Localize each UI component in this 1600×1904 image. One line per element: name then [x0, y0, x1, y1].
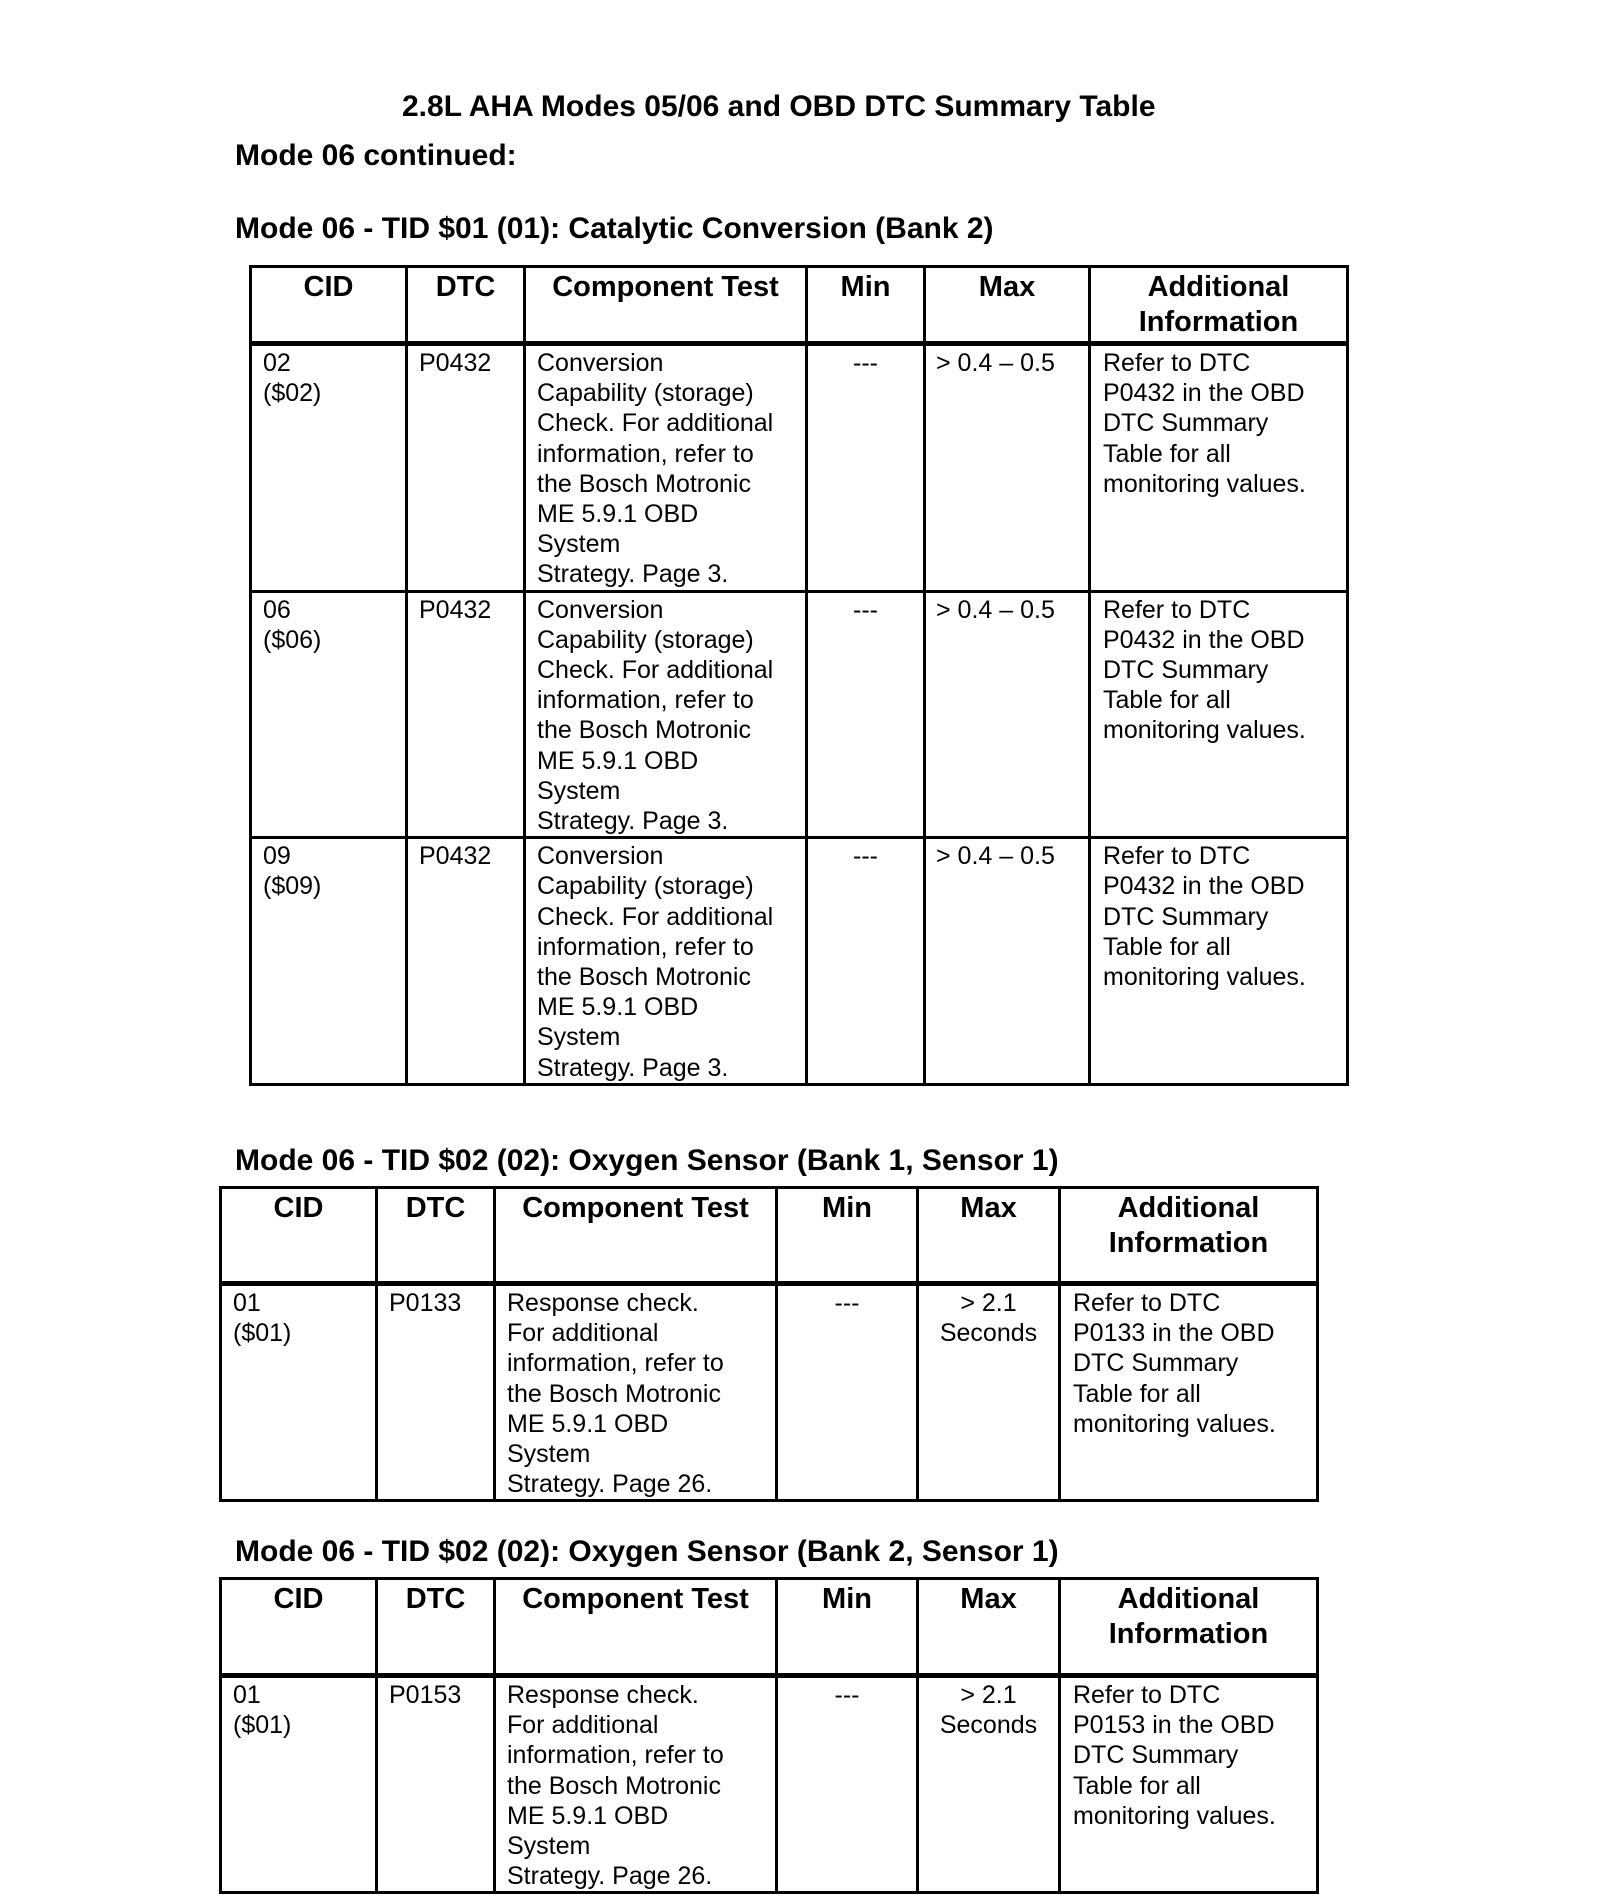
additional-info-cell: Refer to DTC P0153 in the OBD DTC Summary Table for all monitoring values.	[1060, 1676, 1318, 1893]
dtc-cell: P0432	[407, 838, 525, 1085]
page-title: 2.8L AHA Modes 05/06 and OBD DTC Summary Table	[402, 90, 1156, 123]
max-cell: > 2.1 Seconds	[918, 1676, 1060, 1893]
dtc-cell: P0133	[377, 1284, 495, 1501]
dtc-table-oxygen-bank1-sensor1	[219, 1186, 1319, 1502]
additional-info-cell: Refer to DTC P0432 in the OBD DTC Summary Table for all monitoring values.	[1090, 591, 1348, 838]
column-header: Component Test	[495, 1188, 777, 1284]
table-header-row	[251, 267, 1348, 344]
column-header: Min	[807, 267, 925, 344]
dtc-cell: P0432	[407, 344, 525, 592]
cid-cell: 02 ($02)	[251, 344, 407, 592]
max-cell: > 0.4 – 0.5	[925, 591, 1090, 838]
cid-cell: 01 ($01)	[221, 1284, 377, 1501]
column-header: Additional Information	[1090, 267, 1348, 344]
column-header: Additional Information	[1060, 1579, 1318, 1676]
column-header: CID	[221, 1188, 377, 1284]
column-header: Additional Information	[1060, 1188, 1318, 1284]
max-cell: > 0.4 – 0.5	[925, 838, 1090, 1085]
component-test-cell: Response check. For additional information, refer to the Bosch Motronic ME 5.9.1 OBD System Strategy. Page 26.	[495, 1676, 777, 1893]
column-header: Min	[777, 1188, 918, 1284]
column-header: Min	[777, 1579, 918, 1676]
min-cell: ---	[777, 1284, 918, 1501]
additional-info-cell: Refer to DTC P0133 in the OBD DTC Summary Table for all monitoring values.	[1060, 1284, 1318, 1501]
table-row	[251, 591, 1348, 838]
section-title: Mode 06 - TID $02 (02): Oxygen Sensor (Bank 1, Sensor 1)	[235, 1144, 1059, 1177]
component-test-cell: Conversion Capability (storage) Check. For additional information, refer to the Bosch Motronic ME 5.9.1 OBD System Strategy. Page 3.	[525, 838, 807, 1085]
dtc-table-catalytic-bank2	[249, 265, 1349, 1086]
min-cell: ---	[807, 838, 925, 1085]
column-header: CID	[251, 267, 407, 344]
column-header: CID	[221, 1579, 377, 1676]
section-title: Mode 06 - TID $02 (02): Oxygen Sensor (Bank 2, Sensor 1)	[235, 1535, 1059, 1568]
table-header-row	[221, 1579, 1318, 1676]
column-header: DTC	[407, 267, 525, 344]
dtc-cell: P0432	[407, 591, 525, 838]
min-cell: ---	[777, 1676, 918, 1893]
column-header: Max	[918, 1188, 1060, 1284]
table-header-row	[221, 1188, 1318, 1284]
column-header: DTC	[377, 1188, 495, 1284]
max-cell: > 0.4 – 0.5	[925, 344, 1090, 592]
cid-cell: 09 ($09)	[251, 838, 407, 1085]
section-title: Mode 06 - TID $01 (01): Catalytic Conversion (Bank 2)	[235, 212, 994, 245]
component-test-cell: Response check. For additional information, refer to the Bosch Motronic ME 5.9.1 OBD System Strategy. Page 26.	[495, 1284, 777, 1501]
dtc-table-oxygen-bank2-sensor1	[219, 1577, 1319, 1894]
table-row	[251, 344, 1348, 592]
table-row	[221, 1284, 1318, 1501]
column-header: Max	[918, 1579, 1060, 1676]
column-header: Component Test	[525, 267, 807, 344]
table-row	[251, 838, 1348, 1085]
column-header: Component Test	[495, 1579, 777, 1676]
component-test-cell: Conversion Capability (storage) Check. For additional information, refer to the Bosch Motronic ME 5.9.1 OBD System Strategy. Page 3.	[525, 344, 807, 592]
cid-cell: 06 ($06)	[251, 591, 407, 838]
additional-info-cell: Refer to DTC P0432 in the OBD DTC Summary Table for all monitoring values.	[1090, 838, 1348, 1085]
dtc-cell: P0153	[377, 1676, 495, 1893]
mode-continued-heading: Mode 06 continued:	[235, 139, 517, 172]
table-row	[221, 1676, 1318, 1893]
column-header: DTC	[377, 1579, 495, 1676]
max-cell: > 2.1 Seconds	[918, 1284, 1060, 1501]
column-header: Max	[925, 267, 1090, 344]
min-cell: ---	[807, 344, 925, 592]
min-cell: ---	[807, 591, 925, 838]
component-test-cell: Conversion Capability (storage) Check. For additional information, refer to the Bosch Motronic ME 5.9.1 OBD System Strategy. Page 3.	[525, 591, 807, 838]
cid-cell: 01 ($01)	[221, 1676, 377, 1893]
additional-info-cell: Refer to DTC P0432 in the OBD DTC Summary Table for all monitoring values.	[1090, 344, 1348, 592]
